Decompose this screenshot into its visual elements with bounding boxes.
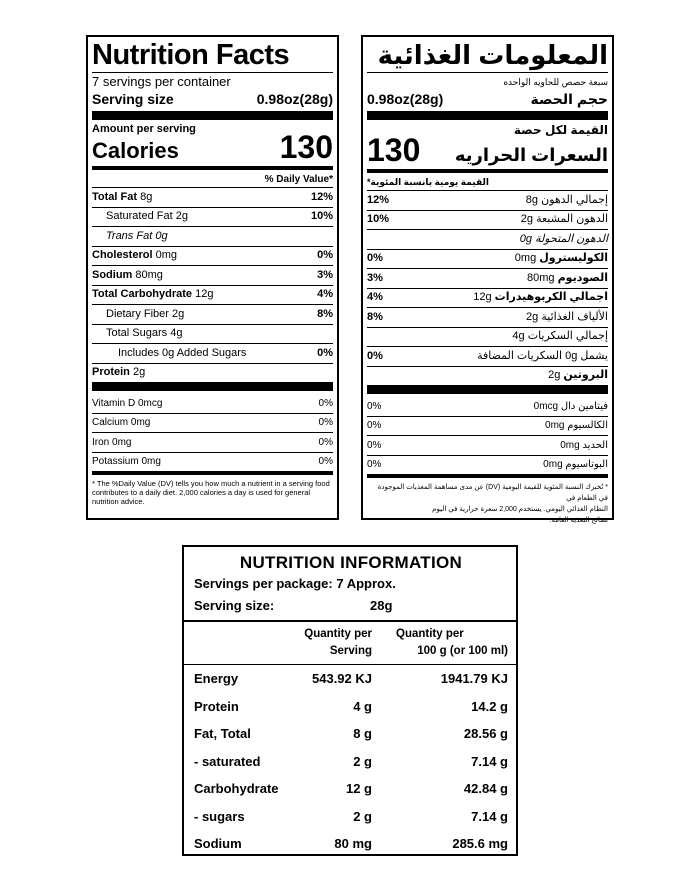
nutrient-row-ar [367,190,608,210]
nutrient-name: Total Sugars [106,327,168,340]
nutrient-dv-ar: 0% [367,252,383,265]
nutrient-list [92,187,333,382]
nutrient-amount-ar: 80mg [527,271,555,284]
info-row-per-100: 28.56 g [463,726,508,742]
nutrient-amount-ar: 8g [525,193,539,206]
info-row [184,803,516,831]
serving-size-value: 28g [370,598,393,613]
info-row-per-100: 1941.79 KJ [440,671,508,687]
nutrient-amount-ar: 12g [473,291,492,304]
nutrient-dv: 8% [317,307,333,320]
nutrient-name-group-ar [520,231,608,248]
nutrient-row [92,363,333,383]
info-row-per-100: 42.84 g [463,781,508,797]
nutrient-name: Dietary Fiber [106,307,169,320]
info-row-per-100: 7.14 g [471,753,508,769]
nutrient-name-group [92,189,152,206]
serving-size-line [194,595,508,617]
info-row-per-serving: 2 g [353,753,372,769]
vitamin-name-group-ar [545,417,608,434]
info-row-per-100: 7.14 g [471,808,508,824]
nutrient-amount-ar: 4g [512,330,525,343]
col-per-100-header [372,626,508,660]
nutrient-amount: 12g [195,288,214,301]
nutrient-name-ar: إجمالي الدهون [541,193,608,206]
nutrient-amount-ar: 2g [526,310,539,323]
daily-value-header-ar: القيمة يومية بانسبة المئوية* [367,177,489,187]
nutrient-name-ar: البروتين [563,369,608,382]
nutrient-dv: 0% [317,249,333,262]
nutrient-name-group-ar [526,309,608,326]
info-row-name: Carbohydrate [194,781,279,797]
nutrient-dv: 10% [310,210,333,223]
nutrient-amount-ar: 0mg [514,252,537,265]
serving-size-row [92,90,333,108]
nutrient-row-ar [367,307,608,327]
vitamin-name-ar: الكالسيوم [567,420,608,432]
nutrient-name-ar: إجمالي السكريات [527,330,608,343]
vitamin-dv: 0% [318,417,333,429]
vitamin-list-ar [367,397,608,474]
nutrient-dv-ar: 4% [367,291,383,304]
nutrient-row [92,343,333,363]
info-row [184,830,516,858]
vitamin-dv: 0% [318,397,333,409]
nutrient-name-group [92,247,177,264]
nutrient-amount: 80mg [135,268,163,281]
nutrient-row-ar [367,327,608,347]
calories-label: Calories [92,138,179,163]
nutrient-name-group-ar [521,211,608,228]
nutrient-row [92,304,333,324]
footnote-line-ar: النظام الغذائي اليومي. يستخدم 2,000 سعرة حرارية في اليوم [432,506,608,513]
nutrient-name-group [92,345,246,362]
nutrient-name-group-ar [515,250,608,267]
nutrient-amount: 4g [170,327,183,340]
vitamin-amount-ar: 0mg [543,459,563,471]
vitamin-list [92,394,333,471]
nutrient-dv-ar: 12% [367,193,390,206]
nutrient-name: Saturated Fat [106,210,173,223]
nutrient-amount: 2g [172,307,185,320]
nutrient-row [92,265,333,285]
info-table [184,620,516,858]
nutrient-amount: 2g [175,210,188,223]
info-row-name: Energy [194,671,239,687]
nutrient-row-ar [367,229,608,249]
panel-title: Nutrition Facts [92,39,290,71]
serving-size-label-ar: حجم الحصة [530,91,608,107]
serving-size-label: Serving size [92,91,174,107]
nutrient-list-ar [367,190,608,385]
info-row [184,665,516,693]
nutrient-name: Cholesterol [92,249,153,262]
nutrient-name: Includes 0g Added Sugars [118,346,247,359]
nutrient-name-group [92,364,145,381]
nutrient-amount-ar: 2g [520,213,534,226]
info-row-per-serving: 4 g [353,698,372,714]
nutrient-name-group [92,325,182,342]
vitamin-row [92,394,333,413]
vitamin-amount-ar: 0mg [545,420,565,432]
nutrition-facts-panel-ar [361,35,614,524]
nutrient-name-ar: الدهون المتحولة [535,232,608,245]
vitamin-name: Iron 0mg [92,436,132,448]
nutrient-name-group-ar [477,348,608,365]
footnote-line-ar: * تُخبرك النسبة المئوية للقيمة اليومية (DV) عن مدى مساهمة المغذيات الموجودة في الطعام في [377,484,608,502]
amount-per-serving-ar: القيمة لكل حصة [513,123,608,137]
nutrient-row-ar [367,268,608,288]
nutrient-row [92,226,333,246]
vitamin-name: Calcium 0mg [92,417,151,429]
vitamin-row [92,413,333,433]
nutrient-name-ar: يشمل 0g السكريات المضافة [477,349,608,362]
vitamin-name-ar: الحديد [582,439,608,451]
nutrient-amount-ar: 2g [548,369,561,382]
nutrient-row-ar [367,366,608,386]
vitamin-dv-ar: 0% [367,420,382,432]
info-rows [184,665,516,858]
vitamin-name-ar: البوتاسيوم [565,459,608,471]
nutrient-amount: 2g [132,366,146,379]
nutrient-name-group-ar [548,367,608,384]
nutrient-name-group [92,208,188,225]
vitamin-name-group-ar [543,456,608,473]
nutrient-dv: 12% [310,190,333,203]
nutrient-amount: 8g [140,190,153,203]
info-row [184,720,516,748]
nutrient-name-ar: اجمالي الكربوهيدرات [494,291,608,304]
nutrient-amount-ar: 0g [519,232,533,245]
nutrient-dv-ar: 8% [367,310,383,323]
col-per-100-header-line1: Quantity per [396,628,464,640]
nutrient-name: Protein [92,366,130,379]
calories-value-ar: 130 [367,132,421,168]
nutrient-dv-ar: 0% [367,349,383,362]
servings-per-container-ar: سبعة حصص للحاويه الواحده [503,77,608,87]
vitamin-row-ar [367,455,608,475]
info-row-per-100: 285.6 mg [452,836,508,852]
nutrient-name-ar: الكوليسترول [539,252,608,265]
info-title: NUTRITION INFORMATION [239,553,463,572]
info-row [184,748,516,776]
nutrient-name-group-ar [512,328,608,345]
nutrient-name-group [92,306,184,323]
info-row-name: Protein [194,698,239,714]
nutrient-name-group [92,267,163,284]
vitamin-name-group-ar [560,437,608,454]
vitamin-name-group-ar [534,398,608,415]
nutrient-row [92,207,333,227]
info-table-header [184,622,516,665]
vitamin-row [92,432,333,452]
info-row-per-serving: 543.92 KJ [312,671,372,687]
vitamin-row-ar [367,416,608,436]
nutrient-row [92,285,333,305]
amount-per-serving: Amount per serving [92,123,196,135]
vitamin-dv: 0% [318,456,333,468]
info-row-per-serving: 2 g [353,808,372,824]
col-per-serving-header [286,626,372,660]
nutrient-row-ar [367,210,608,230]
nutrient-row-ar [367,346,608,366]
nutrient-amount: 0mg [155,249,177,262]
servings-per-package: Servings per package: 7 Approx. [194,576,396,591]
nutrient-dv: 3% [317,268,333,281]
col-per-100-header-line2: 100 g (or 100 ml) [417,645,508,657]
nutrient-row-ar [367,249,608,269]
serving-size-value: 0.98oz(28g) [256,91,333,107]
nutrient-amount: 0g [155,229,168,242]
servings-per-container: 7 servings per container [92,74,231,89]
nutrient-dv: 0% [317,346,333,359]
nutrient-name-group-ar [527,270,608,287]
nutrient-name-group [92,228,168,245]
nutrient-name: Total Carbohydrate [92,288,193,301]
calories-label-ar: السعرات الحراريه [454,145,608,165]
nutrient-name-ar: الألياف الغذائية [541,310,608,323]
vitamin-dv-ar: 0% [367,459,382,471]
serving-size-value-ar: 0.98oz(28g) [367,91,444,107]
vitamin-name-ar: فيتامين دال [560,400,608,412]
nutrient-name: Total Fat [92,190,138,203]
nutrient-name: Trans Fat [106,229,153,242]
nutrition-facts-panel-en [86,35,339,520]
vitamin-row-ar [367,397,608,416]
nutrient-name-group [92,286,213,303]
vitamin-row-ar [367,435,608,455]
info-row [184,693,516,721]
nutrient-dv-ar: 3% [367,271,383,284]
nutrition-information-panel [182,545,518,856]
info-row [184,775,516,803]
nutrient-row [92,246,333,266]
info-row-per-100: 14.2 g [471,698,508,714]
nutrient-row-ar [367,288,608,308]
info-row-per-serving: 80 mg [334,836,372,852]
panel-title-ar: المعلومات الغذائية [377,40,608,70]
vitamin-dv-ar: 0% [367,400,382,412]
vitamin-row [92,452,333,472]
footnote: * The %Daily Value (DV) tells you how much a nutrient in a serving food contributes to a daily diet. 2,000 calories a day is used for general nutrition advice. [92,479,330,506]
vitamin-name: Potassium 0mg [92,456,161,468]
nutrient-dv-ar: 10% [367,213,390,226]
calories-row-ar [367,133,608,167]
nutrient-name: Sodium [92,268,133,281]
nutrient-name-ar: الصوديوم [557,271,608,284]
col-per-serving-header-line1: Quantity per [304,628,372,640]
nutrient-dv: 4% [317,288,333,301]
footnote-ar [367,482,608,526]
nutrient-name-group-ar [473,289,608,306]
nutrient-name-ar: الدهون المشبعة [536,213,608,226]
nutrient-name-group-ar [526,192,608,209]
serving-size-label: Serving size: [194,598,275,613]
info-row-per-serving: 8 g [353,726,372,742]
nutrient-row [92,187,333,207]
vitamin-amount-ar: 0mcg [533,400,559,412]
nutrient-row [92,324,333,344]
vitamin-amount-ar: 0mg [560,439,580,451]
daily-value-header: % Daily Value* [264,174,333,185]
info-row-name: Sodium [194,836,242,852]
footnote-line-ar: نصائح التغذية العامة. [549,517,608,524]
vitamin-name: Vitamin D 0mcg [92,397,163,409]
vitamin-dv: 0% [318,436,333,448]
vitamin-dv-ar: 0% [367,439,382,451]
col-per-serving-header-line2: Serving [329,645,372,657]
serving-size-row-ar [367,90,608,108]
info-row-name: - sugars [194,808,245,824]
calories-value: 130 [279,129,333,165]
info-row-per-serving: 12 g [345,781,372,797]
info-row-name: Fat, Total [194,726,251,742]
info-row-name: - saturated [194,753,261,769]
